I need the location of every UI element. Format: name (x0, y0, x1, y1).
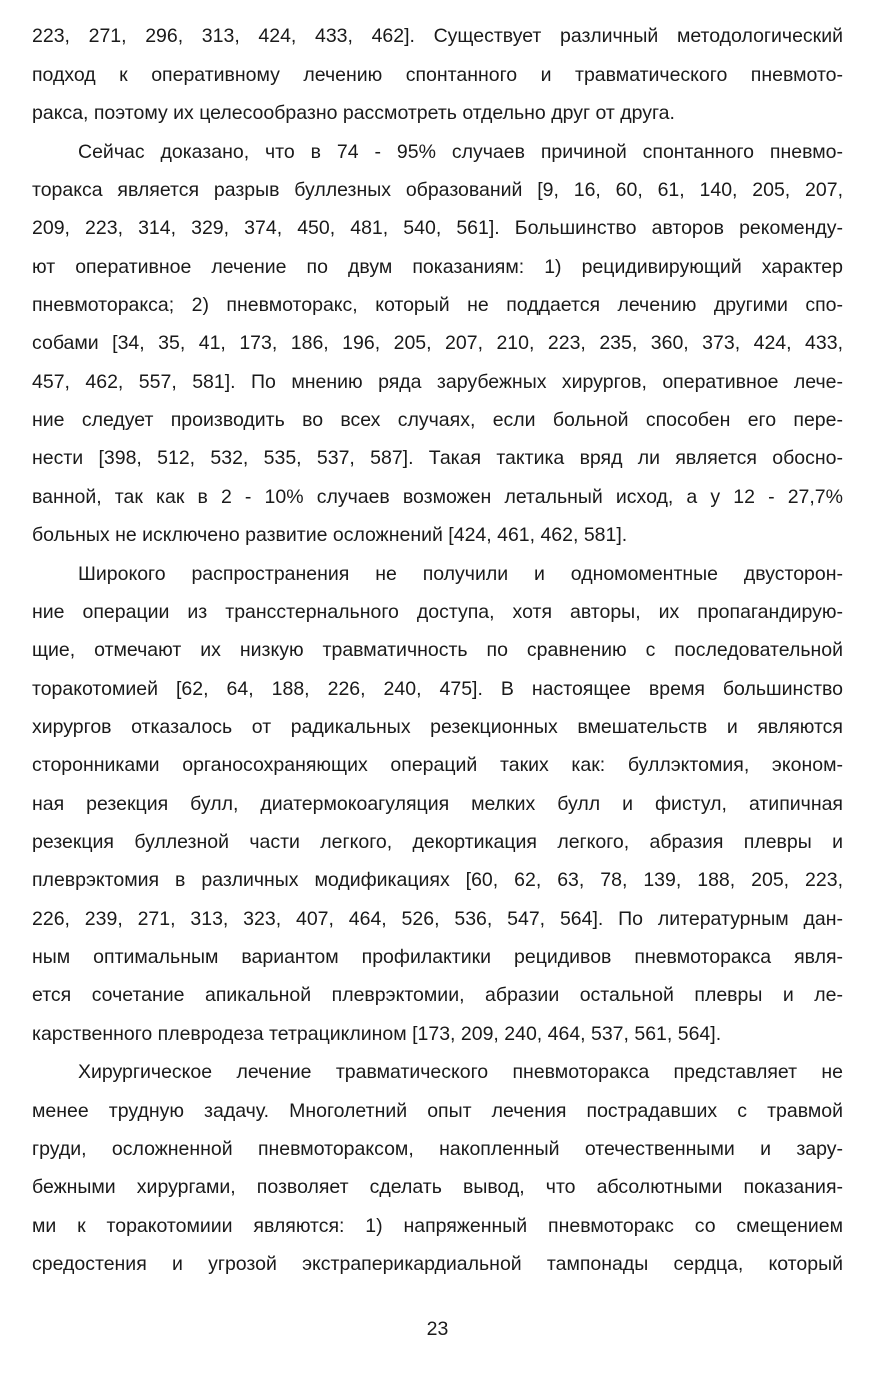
text-line: сторонниками органосохраняющих операций таких как: буллэктомия, эконом- (32, 754, 843, 776)
text-line: менее трудную задачу. Многолетний опыт лечения пострадавших с травмой (32, 1100, 843, 1122)
text-line: ется сочетание апикальной плеврэктомии, абразии остальной плевры и ле- (32, 984, 843, 1006)
text-line: ют оперативное лечение по двум показаниям: 1) рецидивирующий характер (32, 256, 843, 278)
text-line: ние следует производить во всех случаях, если больной способен его пере- (32, 409, 843, 431)
text-line: нести [398, 512, 532, 535, 537, 587]. Такая тактика вряд ли является обосно- (32, 447, 843, 469)
text-line: щие, отмечают их низкую травматичность по сравнению с последовательной (32, 639, 843, 661)
text-line: 223, 271, 296, 313, 424, 433, 462]. Существует различный методологический (32, 25, 843, 47)
text-line: Сейчас доказано, что в 74 - 95% случаев причиной спонтанного пневмо- (78, 141, 843, 163)
text-line: резекция буллезной части легкого, декортикация легкого, абразия плевры и (32, 831, 843, 853)
text-line: больных не исключено развитие осложнений [424, 461, 462, 581]. (32, 524, 628, 546)
text-line: 457, 462, 557, 581]. По мнению ряда зарубежных хирургов, оперативное лече- (32, 371, 843, 393)
text-line: плеврэктомия в различных модификациях [60, 62, 63, 78, 139, 188, 205, 223, (32, 869, 843, 891)
text-line: бежными хирургами, позволяет сделать вывод, что абсолютными показания- (32, 1176, 843, 1198)
text-line: подход к оперативному лечению спонтанного и травматического пневмото- (32, 64, 843, 86)
text-line: груди, осложненной пневмотораксом, накопленный отечественными и зару- (32, 1138, 843, 1160)
text-line: хирургов отказалось от радикальных резекционных вмешательств и являются (32, 716, 843, 738)
text-line: ми к торакотомиии являются: 1) напряженный пневмоторакс со смещением (32, 1215, 843, 1237)
text-line: ванной, так как в 2 - 10% случаев возможен летальный исход, а у 12 - 27,7% (32, 486, 843, 508)
text-line: Широкого распространения не получили и одномоментные двусторон- (78, 563, 843, 585)
text-line: ракса, поэтому их целесообразно рассмотреть отдельно друг от друга. (32, 102, 675, 124)
text-line: Хирургическое лечение травматического пневмоторакса представляет не (78, 1061, 843, 1083)
text-line: пневмоторакса; 2) пневмоторакс, который не поддается лечению другими спо- (32, 294, 843, 316)
text-line: собами [34, 35, 41, 173, 186, 196, 205, 207, 210, 223, 235, 360, 373, 424, 433, (32, 332, 843, 354)
text-line: ная резекция булл, диатермокоагуляция мелких булл и фистул, атипичная (32, 793, 843, 815)
text-line: ным оптимальным вариантом профилактики рецидивов пневмоторакса явля- (32, 946, 843, 968)
text-line: карственного плевродеза тетрациклином [173, 209, 240, 464, 537, 561, 564]. (32, 1023, 722, 1045)
text-line: торакса является разрыв буллезных образований [9, 16, 60, 61, 140, 205, 207, (32, 179, 843, 201)
text-line: торакотомией [62, 64, 188, 226, 240, 475]. В настоящее время большинство (32, 678, 843, 700)
text-line: средостения и угрозой экстраперикардиальной тампонады сердца, который (32, 1253, 843, 1275)
page-number: 23 (426, 1318, 449, 1340)
text-line: 209, 223, 314, 329, 374, 450, 481, 540, 561]. Большинство авторов рекоменду- (32, 217, 843, 239)
text-line: ние операции из трансстернального доступа, хотя авторы, их пропагандирую- (32, 601, 843, 623)
text-line: 226, 239, 271, 313, 323, 407, 464, 526, 536, 547, 564]. По литературным дан- (32, 908, 843, 930)
